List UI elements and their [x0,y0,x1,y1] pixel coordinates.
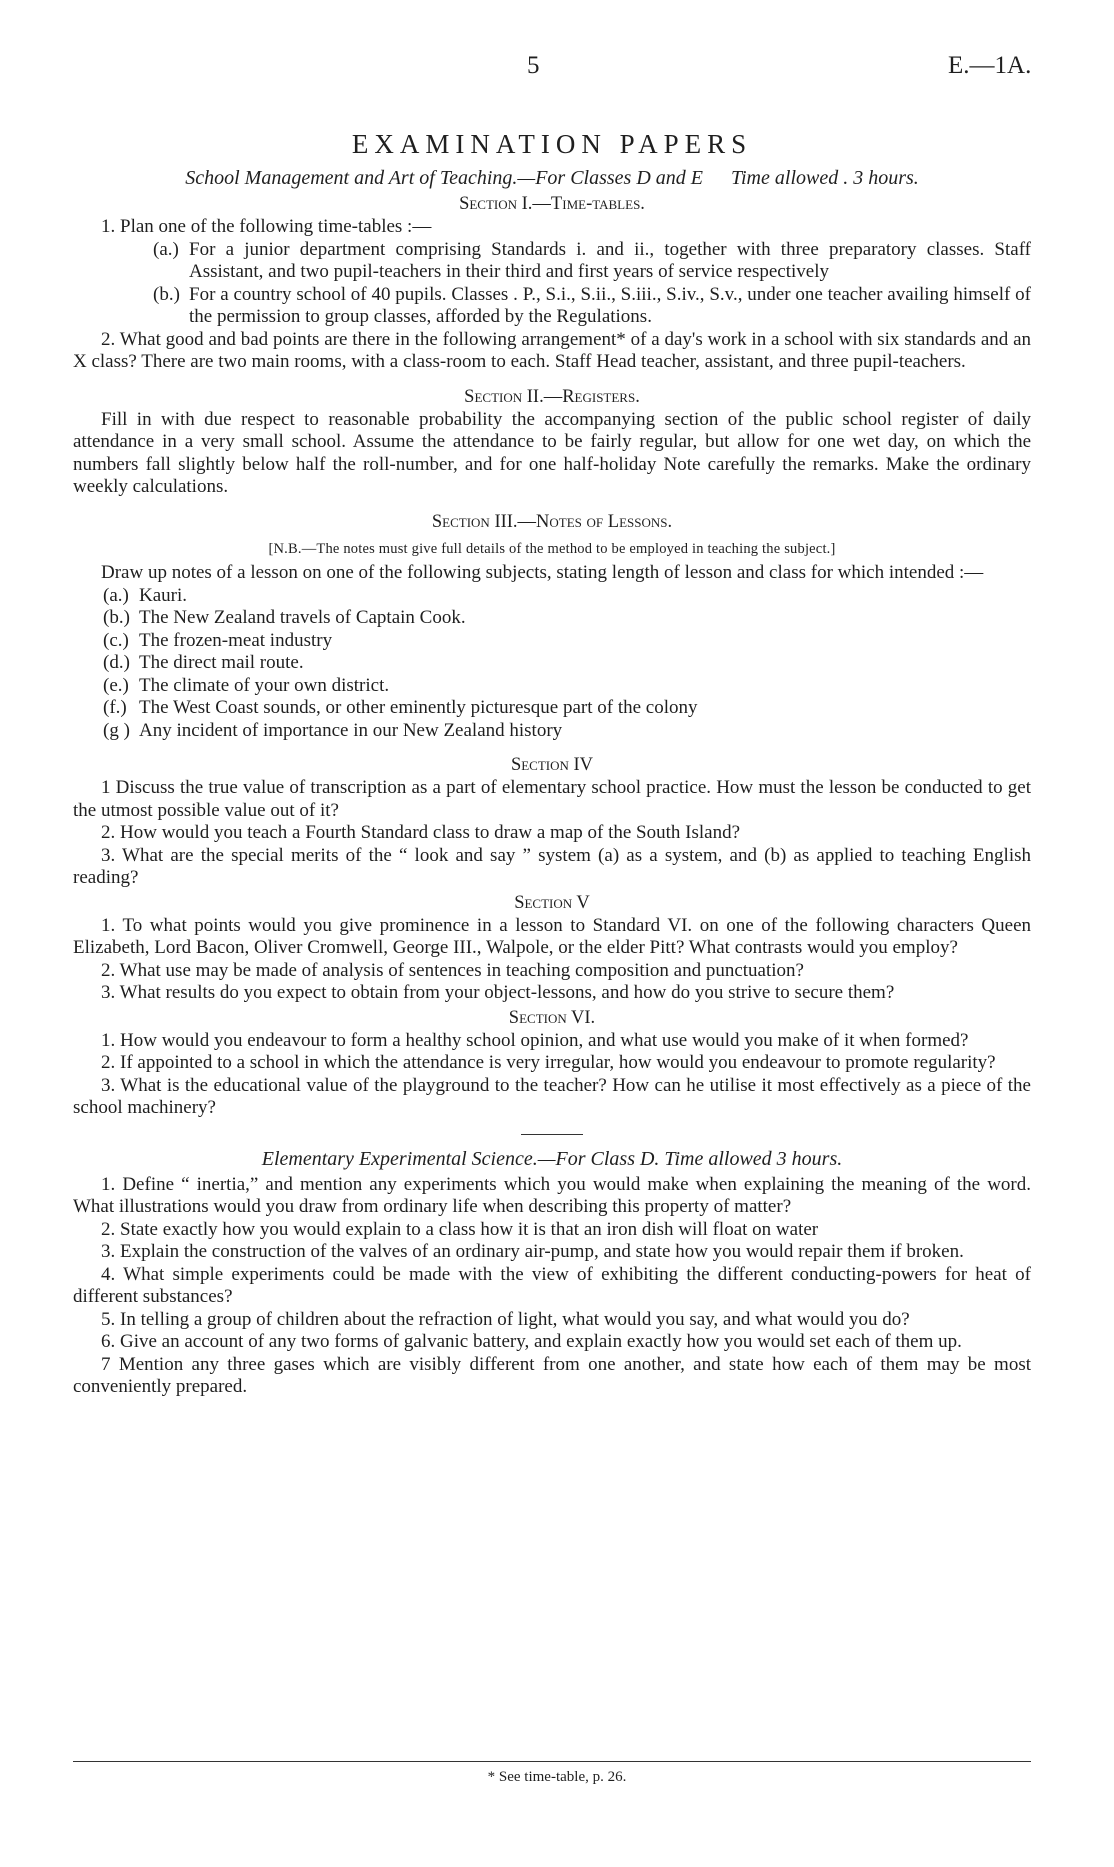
lesson-option-d [103,652,1031,675]
question-6-3: 3. What is the educational value of the playground to the teacher? How can he utilise it most effectively as a piece of the school machinery? [73,1074,1031,1118]
science-question-2: 2. State exactly how you would explain to a class how it is that an iron dish will float on water [101,1218,819,1240]
option-label: (f.) [103,697,127,718]
option-text: Kauri. [139,584,188,606]
option-label: (a.) [103,584,129,606]
option-label: (b.) [153,283,180,305]
option-text: For a country school of 40 pupils. Classes . P., S.i., S.ii., S.iii., S.iv., S.v., under one teacher availing himself of the permission to group classes, afforded by the Regulations. [189,283,1031,327]
question-6-2: 2. If appointed to a school in which the attendance is very irregular, how would you endeavour to promote regularity? [101,1052,996,1073]
question-5-1: 1. To what points would you give prominence in a lesson to Standard VI. on one of the following characters Queen Elizabeth, Lord Bacon, Oliver Cromwell, George III., Walpole, or the elder Pitt? What contrasts would you employ? [73,914,1031,958]
nota-bene: [N.B.—The notes must give full details of the method to be employed in teaching the subject.] [268,540,836,557]
page-number: 5 [527,52,540,79]
section-2-text: Fill in with due respect to reasonable probability the accompanying section of the public school register of daily attendance in a very small school. Assume the attendance to be fairly regular, but allow for one wet day, on which the numbers fall slightly below half the roll-number, and for one half-holiday Note carefully the remarks. Make the ordinary weekly calculations. [73,408,1031,497]
lesson-option-e [103,675,1031,698]
page-title: EXAMINATION PAPERS [351,129,753,159]
option-text: The frozen-meat industry [139,629,333,651]
option-text: For a junior department comprising Standards i. and ii., together with three preparatory classes. Staff Assistant, and two pupil-teachers in their third and first years of service respectively [189,238,1031,282]
science-question-1: 1. Define “ inertia,” and mention any experiments which you would make when explaining the meaning of the word. What illustrations would you draw from ordinary life when describing this property of matter? [73,1173,1031,1217]
subject-experimental-science: Elementary Experimental Science.—For Class D. Time allowed 3 hours. [261,1147,843,1170]
lesson-options [73,585,1031,743]
option-label: (c.) [103,629,129,651]
question-1-1: 1. Plan one of the following time-tables :— [101,216,432,237]
footnote-rule [73,1761,1031,1762]
question-1-2: 2. What good and bad points are there in the following arrangement* of a day's work in a school with six standards and an X class? There are two main rooms, with a class-room to each. Staff Head teacher, assistant, and three pupil-teachers. [73,328,1031,372]
section-divider [521,1134,583,1135]
science-question-5: 5. In telling a group of children about the refraction of light, what would you say, and what would you do? [101,1308,910,1330]
section-3-intro: Draw up notes of a lesson on one of the following subjects, stating length of lesson and class for which intended :— [101,562,984,583]
option-text: The climate of your own district. [139,674,390,696]
page-content [73,128,1031,1399]
option-text: Any incident of importance in our New Zealand history [139,719,563,741]
question-4-1: 1 Discuss the true value of transcription as a part of elementary school practice. How must the lesson be conducted to get the utmost possible value out of it? [73,777,1031,821]
question-1-1b [153,284,1031,329]
footnote: * See time-table, p. 26. [487,1769,627,1785]
question-1-1a [153,239,1031,284]
option-text: The West Coast sounds, or other eminently picturesque part of the colony [139,697,698,718]
option-label: (e.) [103,674,129,696]
science-question-3: 3. Explain the construction of the valves of an ordinary air-pump, and state how you would repair them if broken. [101,1241,964,1262]
section-heading-1: Section I.—Time-tables. [459,194,645,214]
section-heading-2: Section II.—Registers. [464,386,640,407]
option-label: (a.) [153,238,179,260]
subject-title: School Management and Art of Teaching.—For Classes D and E [185,167,703,189]
option-text: The direct mail route. [139,652,304,673]
lesson-option-a [103,585,1031,608]
option-label: (d.) [103,652,130,673]
time-allowed: Time allowed . 3 hours. [730,167,919,189]
document-reference: E.—1A. [948,52,1032,79]
section-heading-5: Section V [514,892,590,913]
lesson-option-g [103,720,1031,743]
section-heading-6: Section VI. [508,1007,596,1028]
question-6-1: 1. How would you endeavour to form a healthy school opinion, and what use would you make of it when formed? [101,1029,969,1051]
science-question-6: 6. Give an account of any two forms of galvanic battery, and explain exactly how you would set each of them up. [101,1331,962,1352]
option-label: (g ) [103,719,130,741]
lesson-option-c [103,630,1031,653]
question-5-3: 3. What results do you expect to obtain from your object-lessons, and how do you strive to secure them? [101,982,895,1003]
lesson-option-f [103,697,1031,720]
question-4-3: 3. What are the special merits of the “ look and say ” system (a) as a system, and (b) as applied to teaching English reading? [73,844,1031,888]
science-question-7: 7 Mention any three gases which are visibly different from one another, and state how each of them may be most conveniently prepared. [73,1353,1031,1397]
science-question-4: 4. What simple experiments could be made with the view of exhibiting the different conducting-powers for heat of different substances? [73,1263,1031,1307]
question-5-2: 2. What use may be made of analysis of sentences in teaching composition and punctuation? [101,959,804,981]
lesson-option-b [103,607,1031,630]
section-heading-4: Section IV [510,755,594,775]
subject-school-management [73,166,1031,190]
section-heading-3: Section III.—Notes of Lessons. [431,511,673,532]
question-4-2: 2. How would you teach a Fourth Standard class to draw a map of the South Island? [101,822,741,843]
option-label: (b.) [103,607,130,628]
option-text: The New Zealand travels of Captain Cook. [139,607,466,628]
